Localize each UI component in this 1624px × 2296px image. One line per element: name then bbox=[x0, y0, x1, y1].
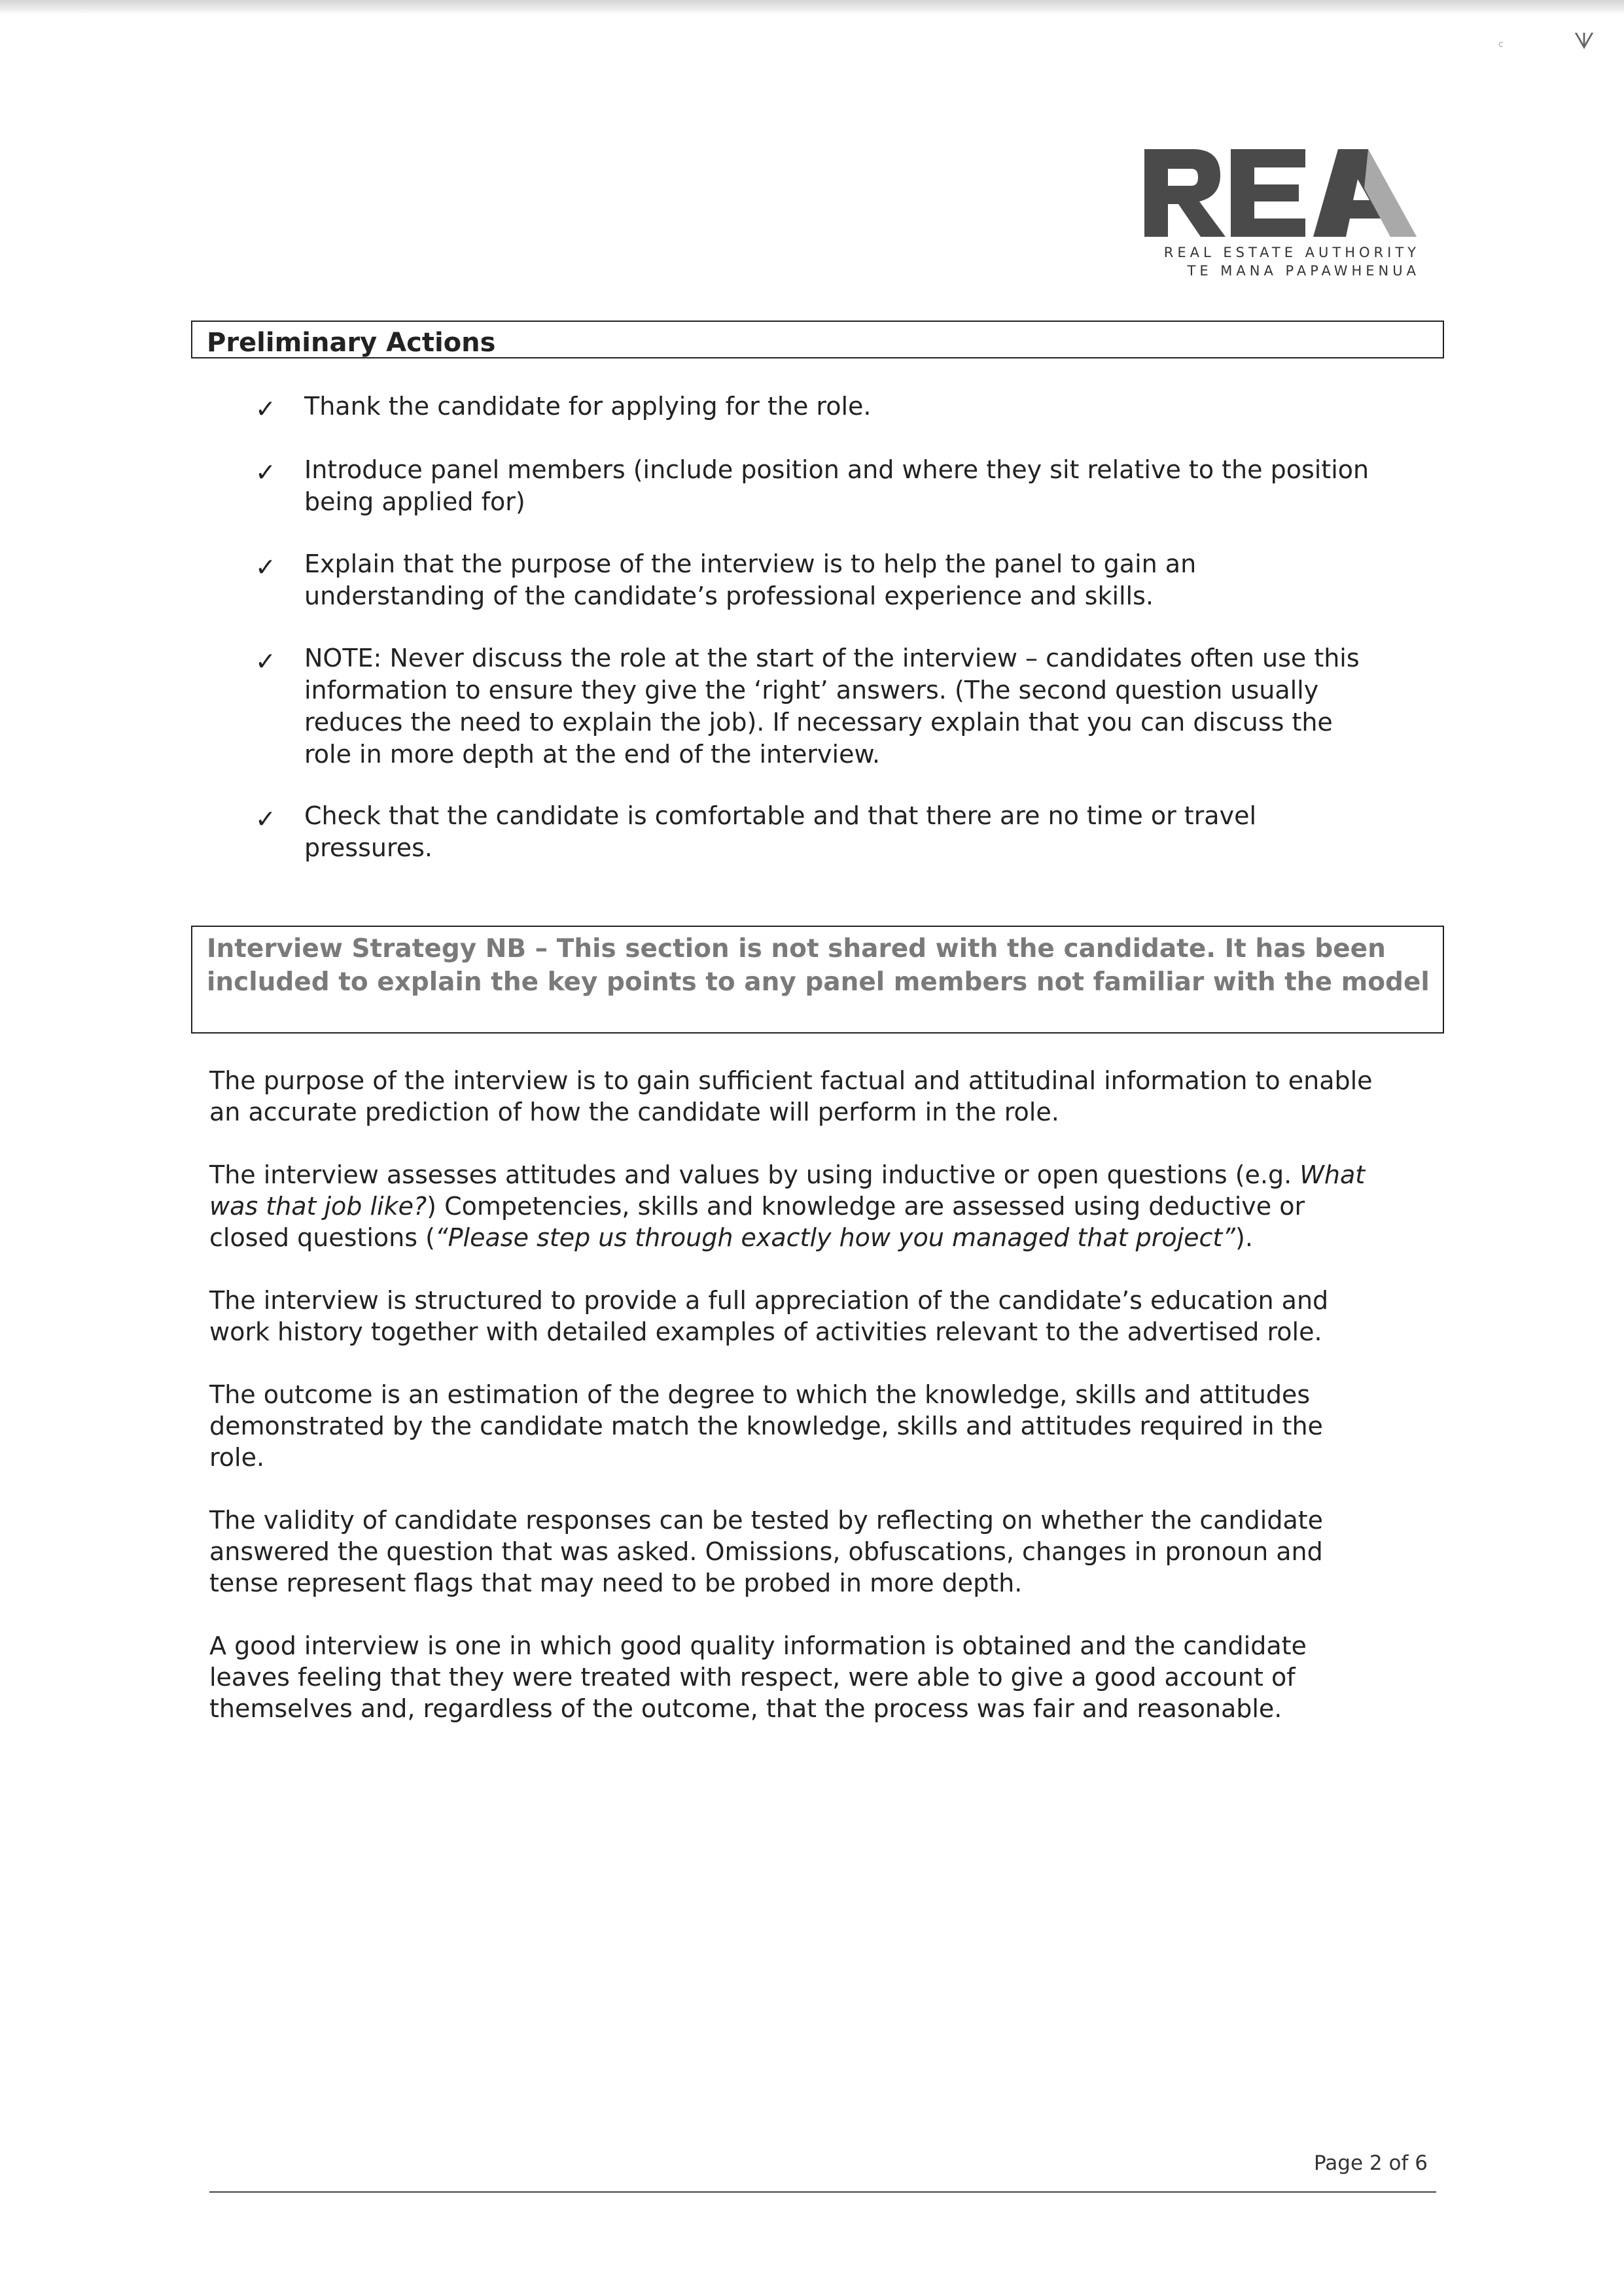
page-number: Page 2 of 6 bbox=[1314, 2151, 1428, 2175]
checklist-item: Introduce panel members (include position and where they sit relative to the position being applied for) bbox=[304, 455, 1369, 516]
strategy-paragraph-good-interview: A good interview is one in which good quality information is obtained and the candidate leaves feeling that they were treated with respect, were able to give a good account of themselves and, regardless of the outcome, that the process was fair and reasonable. bbox=[209, 1631, 1307, 1723]
preliminary-heading-box bbox=[191, 321, 1444, 358]
checkmark-icon: ✓ bbox=[255, 458, 276, 487]
checklist-item: NOTE: Never discuss the role at the start of the interview – candidates often use this information to ensure they give the ‘right’ answers. (The second question usually reduces the need to explain the job). If necessary explain that you can discuss the role in more depth at the end of the interview. bbox=[304, 644, 1360, 769]
checkmark-icon: ✓ bbox=[255, 647, 276, 676]
paragraph-text: The interview assesses attitudes and values by using inductive or open questions (e.g. bbox=[209, 1160, 1300, 1189]
strategy-heading: Interview Strategy NB – This section is not shared with the candidate. It has been included to explain the key points to any panel members not familiar with the model bbox=[207, 934, 1430, 997]
checklist-item: Thank the candidate for applying for the role. bbox=[304, 392, 872, 421]
logo-name-english: REAL ESTATE AUTHORITY bbox=[1163, 245, 1420, 260]
checkmark-icon: ✓ bbox=[255, 553, 276, 582]
paragraph-text: ) Competencies, skills and knowledge are assessed using deductive or closed questions ( bbox=[209, 1192, 1305, 1252]
strategy-paragraph-structure: The interview is structured to provide a full appreciation of the candidate’s education and work history together with detailed examples of activities relevant to the advertised role. bbox=[209, 1286, 1329, 1346]
rea-logo-mark bbox=[1142, 145, 1420, 240]
paragraph-italic-text: “Please step us through exactly how you managed that project” bbox=[434, 1223, 1235, 1252]
paragraph-italic-text: What was that job like? bbox=[209, 1160, 1366, 1221]
checkmark-icon: ✓ bbox=[255, 805, 276, 833]
checkmark-icon: ✓ bbox=[255, 394, 276, 423]
strategy-paragraph-validity: The validity of candidate responses can be tested by reflecting on whether the candidate answered the question that was asked. Omissions, obfuscations, changes in pronoun and tense represent flags that may need to be probed in more depth. bbox=[209, 1506, 1324, 1597]
corner-dot: c bbox=[1498, 39, 1504, 50]
checklist-item: Explain that the purpose of the interview is to help the panel to gain an understanding of the candidate’s professional experience and skills. bbox=[304, 549, 1197, 610]
logo-name-maori: TE MANA PAPAWHENUA bbox=[1187, 263, 1420, 279]
paragraph-text: ). bbox=[1235, 1223, 1253, 1252]
footer-rule bbox=[209, 2191, 1436, 2193]
strategy-paragraph-outcome: The outcome is an estimation of the degree to which the knowledge, skills and attitudes demonstrated by the candidate match the knowledge, skills and attitudes required in the role. bbox=[209, 1380, 1323, 1472]
corner-mark: ᗐ bbox=[1574, 29, 1595, 55]
preliminary-heading: Preliminary Actions bbox=[207, 328, 496, 358]
strategy-heading-box bbox=[191, 926, 1444, 1034]
strategy-paragraph-assessment bbox=[209, 1159, 1446, 1253]
scan-edge bbox=[0, 0, 1624, 14]
rea-logo bbox=[1142, 145, 1420, 283]
strategy-paragraph-purpose: The purpose of the interview is to gain sufficient factual and attitudinal information to enable an accurate prediction of how the candidate will perform in the role. bbox=[209, 1066, 1373, 1126]
checklist-item: Check that the candidate is comfortable and that there are no time or travel pressures. bbox=[304, 801, 1257, 862]
